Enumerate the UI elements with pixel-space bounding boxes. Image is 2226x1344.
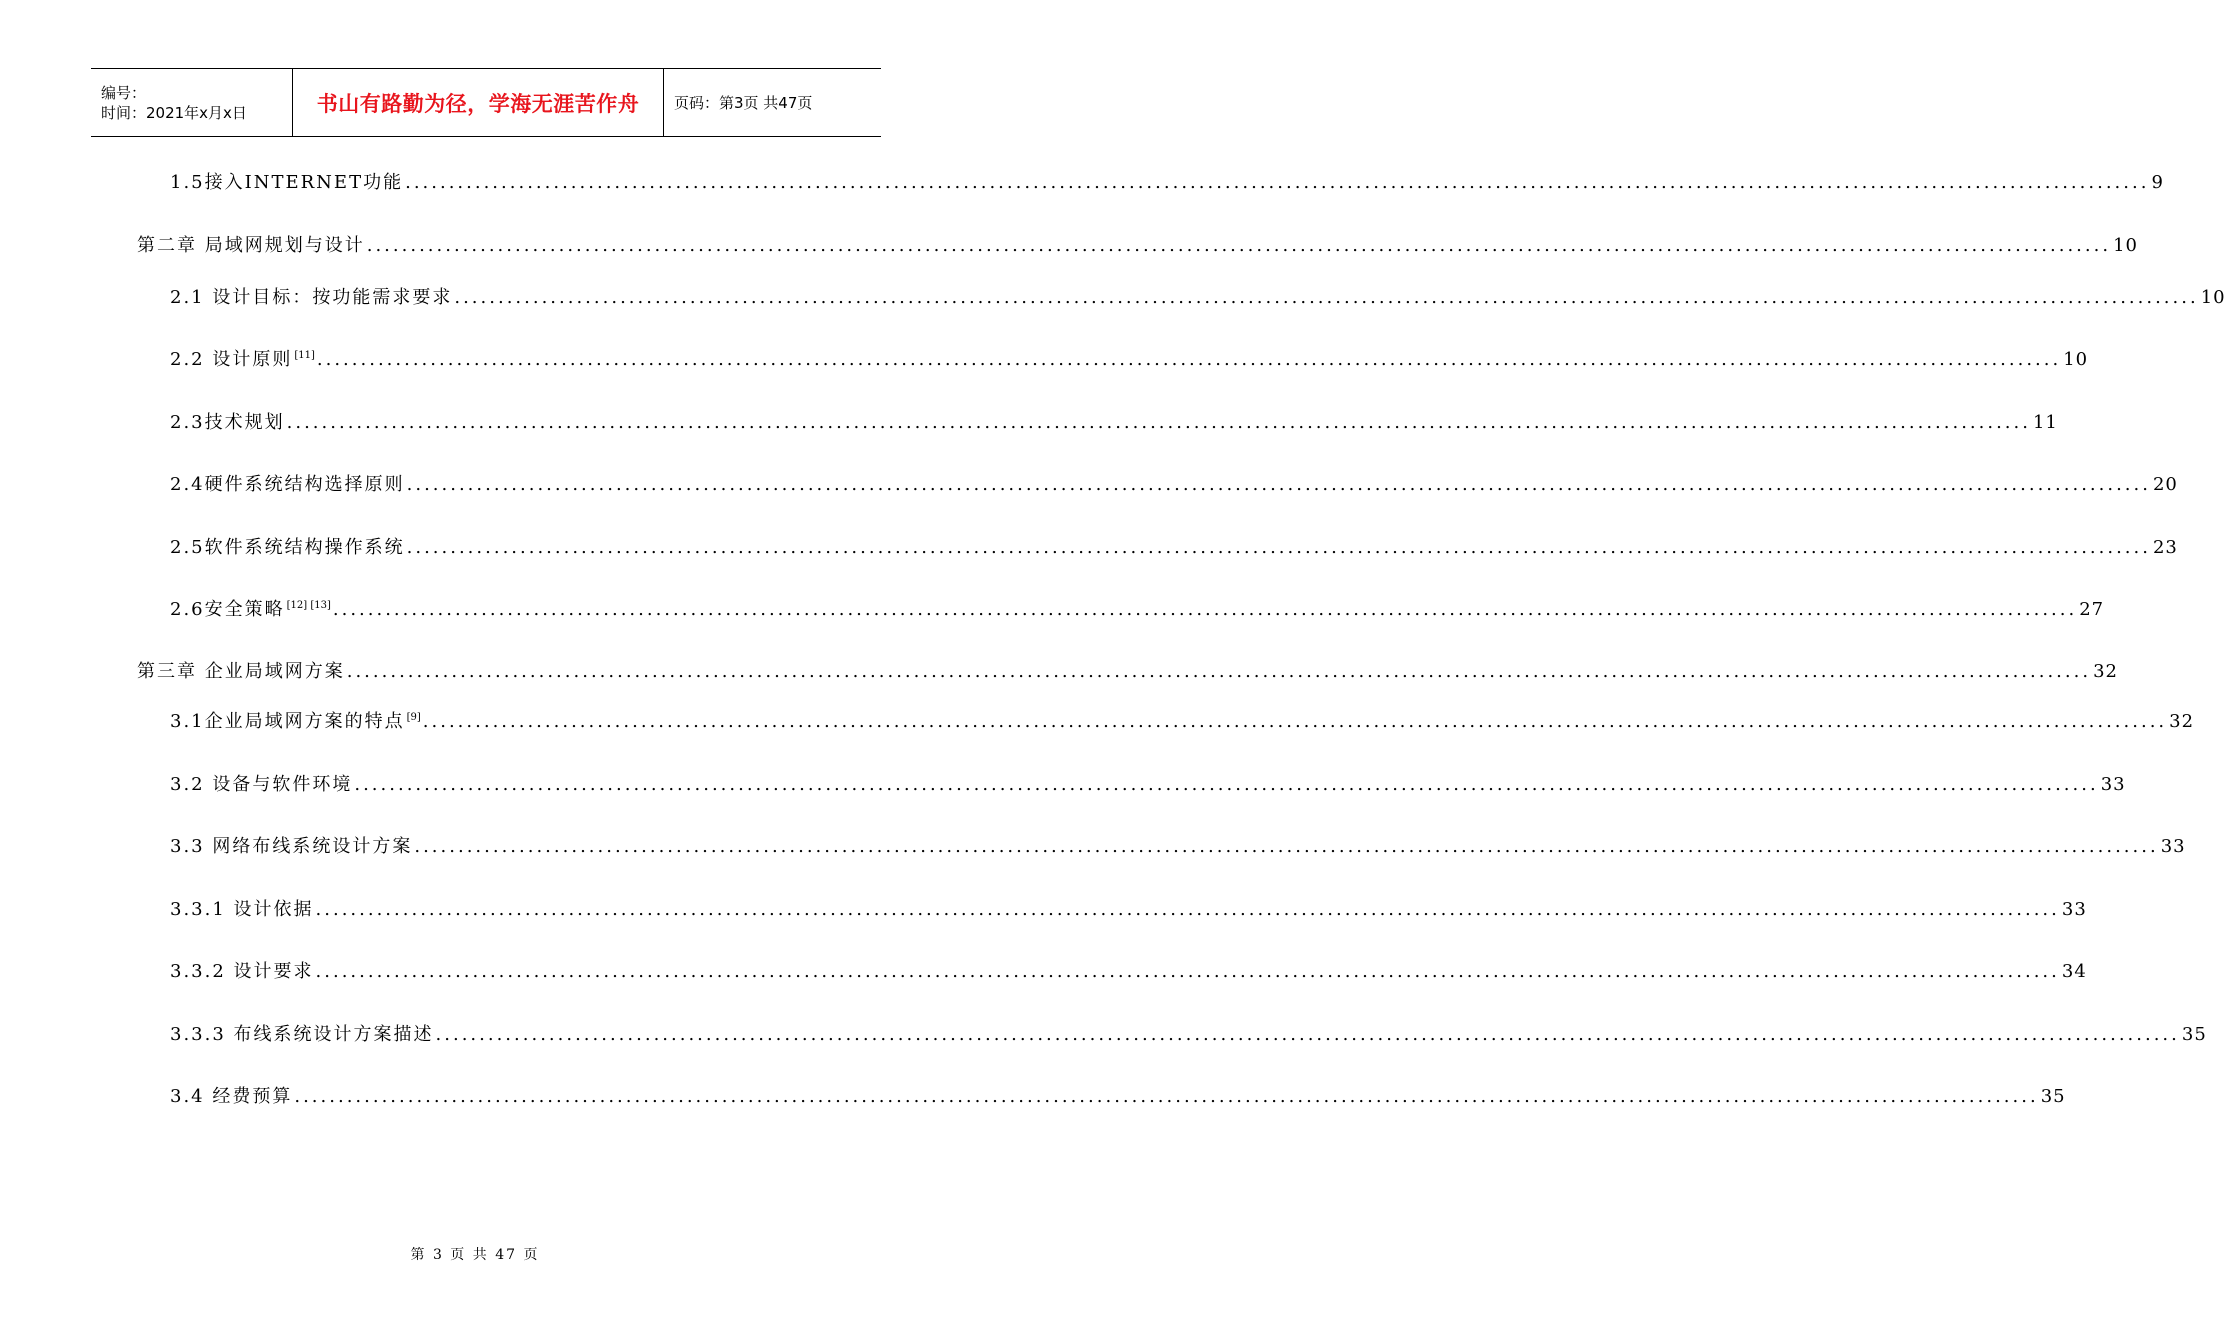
toc-entry[interactable] bbox=[170, 408, 2058, 438]
toc-entry-title bbox=[170, 470, 405, 496]
toc-page-number: 23 bbox=[2152, 537, 2178, 558]
toc-page-number: 32 bbox=[2093, 661, 2118, 682]
dot-leader: ........................................................................................................................................................................................................ bbox=[354, 774, 2099, 795]
toc-page-number: 20 bbox=[2152, 474, 2178, 495]
toc-entry-title-text: 2.1 设计目标：按功能需求要求 bbox=[170, 287, 453, 308]
toc-entry-title bbox=[170, 957, 314, 983]
toc-entry-title-text: 3.3.2 设计要求 bbox=[170, 961, 314, 982]
footer-page-number: 第 3 页 共 47 页 bbox=[410, 1247, 540, 1263]
toc-entry-title bbox=[170, 832, 412, 858]
dot-leader: ........................................................................................................................................................................................................ bbox=[315, 899, 2060, 920]
toc-entry[interactable] bbox=[170, 345, 2089, 375]
toc-entry-title-text: 3.4 经费预算 bbox=[170, 1086, 293, 1107]
toc-page-number: 33 bbox=[2160, 836, 2186, 857]
serial-number-label: 编号： bbox=[101, 83, 147, 102]
toc-entry[interactable] bbox=[170, 470, 2178, 500]
toc-entry-title-text: 3.1企业局域网方案的特点 bbox=[170, 711, 405, 732]
toc-page-number: 27 bbox=[2079, 599, 2105, 620]
toc-page-number: 10 bbox=[2113, 235, 2138, 256]
dot-leader: ........................................................................................................................................................................................................ bbox=[406, 474, 2151, 495]
toc-entry-title bbox=[170, 168, 403, 194]
page-footer bbox=[0, 1244, 950, 1264]
toc-page-number: 10 bbox=[2200, 287, 2226, 308]
toc-entry-title-text: 2.3技术规划 bbox=[170, 412, 285, 433]
header-motto-cell bbox=[292, 69, 664, 136]
dot-leader: ........................................................................................................................................................................................................ bbox=[286, 412, 2031, 433]
toc-page-number: 33 bbox=[2061, 899, 2087, 920]
toc-entry[interactable] bbox=[170, 168, 2164, 198]
dot-leader: ........................................................................................................................................................................................................ bbox=[406, 537, 2151, 558]
toc-entry[interactable] bbox=[170, 533, 2178, 563]
toc-entry-title-text: 3.3.3 布线系统设计方案描述 bbox=[170, 1024, 434, 1045]
dot-leader: ........................................................................................................................................................................................................ bbox=[435, 1024, 2180, 1045]
motto-text: 书山有路勤为径，学海无涯苦作舟 bbox=[316, 91, 640, 116]
toc-entry-title bbox=[170, 345, 315, 371]
toc-entry-title bbox=[137, 657, 345, 683]
toc-entry[interactable] bbox=[170, 1082, 2066, 1112]
dot-leader: ........................................................................................................................................................................................................ bbox=[414, 836, 2159, 857]
toc-entry-title-text: 第二章 局域网规划与设计 bbox=[137, 235, 365, 256]
citation-marker: [11] bbox=[294, 350, 315, 361]
toc-entry-title bbox=[137, 231, 365, 257]
toc-entry[interactable] bbox=[170, 832, 2186, 862]
dot-leader: ........................................................................................................................................................................................................ bbox=[316, 349, 2062, 370]
toc-entry-title bbox=[170, 408, 285, 434]
toc-entry[interactable] bbox=[170, 957, 2087, 987]
toc-entry-title-text: 1.5接入INTERNET功能 bbox=[170, 172, 404, 193]
toc-page-number: 11 bbox=[2032, 412, 2058, 433]
toc-page-number: 32 bbox=[2169, 711, 2195, 732]
toc-entry-title bbox=[170, 1020, 434, 1046]
toc-entry-title bbox=[170, 283, 452, 309]
citation-marker: [12] [13] bbox=[286, 600, 331, 611]
toc-entry-title-text: 3.2 设备与软件环境 bbox=[170, 774, 353, 795]
toc-entry-title bbox=[170, 533, 405, 559]
toc-entry[interactable] bbox=[170, 895, 2087, 925]
dot-leader: ........................................................................................................................................................................................................ bbox=[454, 287, 2199, 308]
toc-entry-title-text: 3.3 网络布线系统设计方案 bbox=[170, 836, 413, 857]
toc-entry-title bbox=[170, 1082, 292, 1108]
citation-marker: [9] bbox=[406, 712, 421, 723]
page-header bbox=[91, 68, 881, 137]
toc-entry[interactable] bbox=[170, 283, 2226, 313]
header-left-cell bbox=[91, 69, 292, 136]
toc-entry-title-text: 3.3.1 设计依据 bbox=[170, 899, 314, 920]
toc-entry-title-text: 2.5软件系统结构操作系统 bbox=[170, 537, 405, 558]
dot-leader: ........................................................................................................................................................................................................ bbox=[315, 961, 2060, 982]
toc-page-number: 9 bbox=[2151, 172, 2164, 193]
toc-entry[interactable] bbox=[170, 595, 2105, 625]
dot-leader: ........................................................................................................................................................................................................ bbox=[422, 711, 2168, 732]
toc-page-number: 34 bbox=[2061, 961, 2087, 982]
toc-page-number: 33 bbox=[2100, 774, 2126, 795]
dot-leader: ........................................................................................................................................................................................................ bbox=[346, 661, 2092, 682]
toc-entry[interactable] bbox=[170, 1020, 2207, 1050]
header-page-cell bbox=[664, 69, 881, 136]
toc-entry-title bbox=[170, 595, 331, 621]
time-label: 时间：2021年x月x日 bbox=[101, 103, 247, 122]
page-number-label: 页码：第3页 共47页 bbox=[674, 94, 813, 112]
toc-entry-title bbox=[170, 895, 314, 921]
toc-entry[interactable] bbox=[170, 707, 2195, 737]
toc-entry[interactable] bbox=[137, 657, 2118, 687]
toc-entry-title-text: 2.4硬件系统结构选择原则 bbox=[170, 474, 405, 495]
toc-entry[interactable] bbox=[137, 231, 2138, 261]
dot-leader: ........................................................................................................................................................................................................ bbox=[332, 599, 2078, 620]
toc-entry-title-text: 2.6安全策略 bbox=[170, 599, 285, 620]
toc-page-number: 35 bbox=[2181, 1024, 2207, 1045]
toc-entry-title-text: 第三章 企业局域网方案 bbox=[137, 661, 345, 682]
toc-entry-title bbox=[170, 707, 421, 733]
toc-page-number: 10 bbox=[2063, 349, 2089, 370]
toc-entry-title-text: 2.2 设计原则 bbox=[170, 349, 293, 370]
toc-entry[interactable] bbox=[170, 770, 2126, 800]
dot-leader: ........................................................................................................................................................................................................ bbox=[366, 235, 2112, 256]
toc-page-number: 35 bbox=[2040, 1086, 2066, 1107]
dot-leader: ........................................................................................................................................................................................................ bbox=[405, 172, 2150, 193]
toc-entry-title bbox=[170, 770, 352, 796]
dot-leader: ........................................................................................................................................................................................................ bbox=[294, 1086, 2039, 1107]
